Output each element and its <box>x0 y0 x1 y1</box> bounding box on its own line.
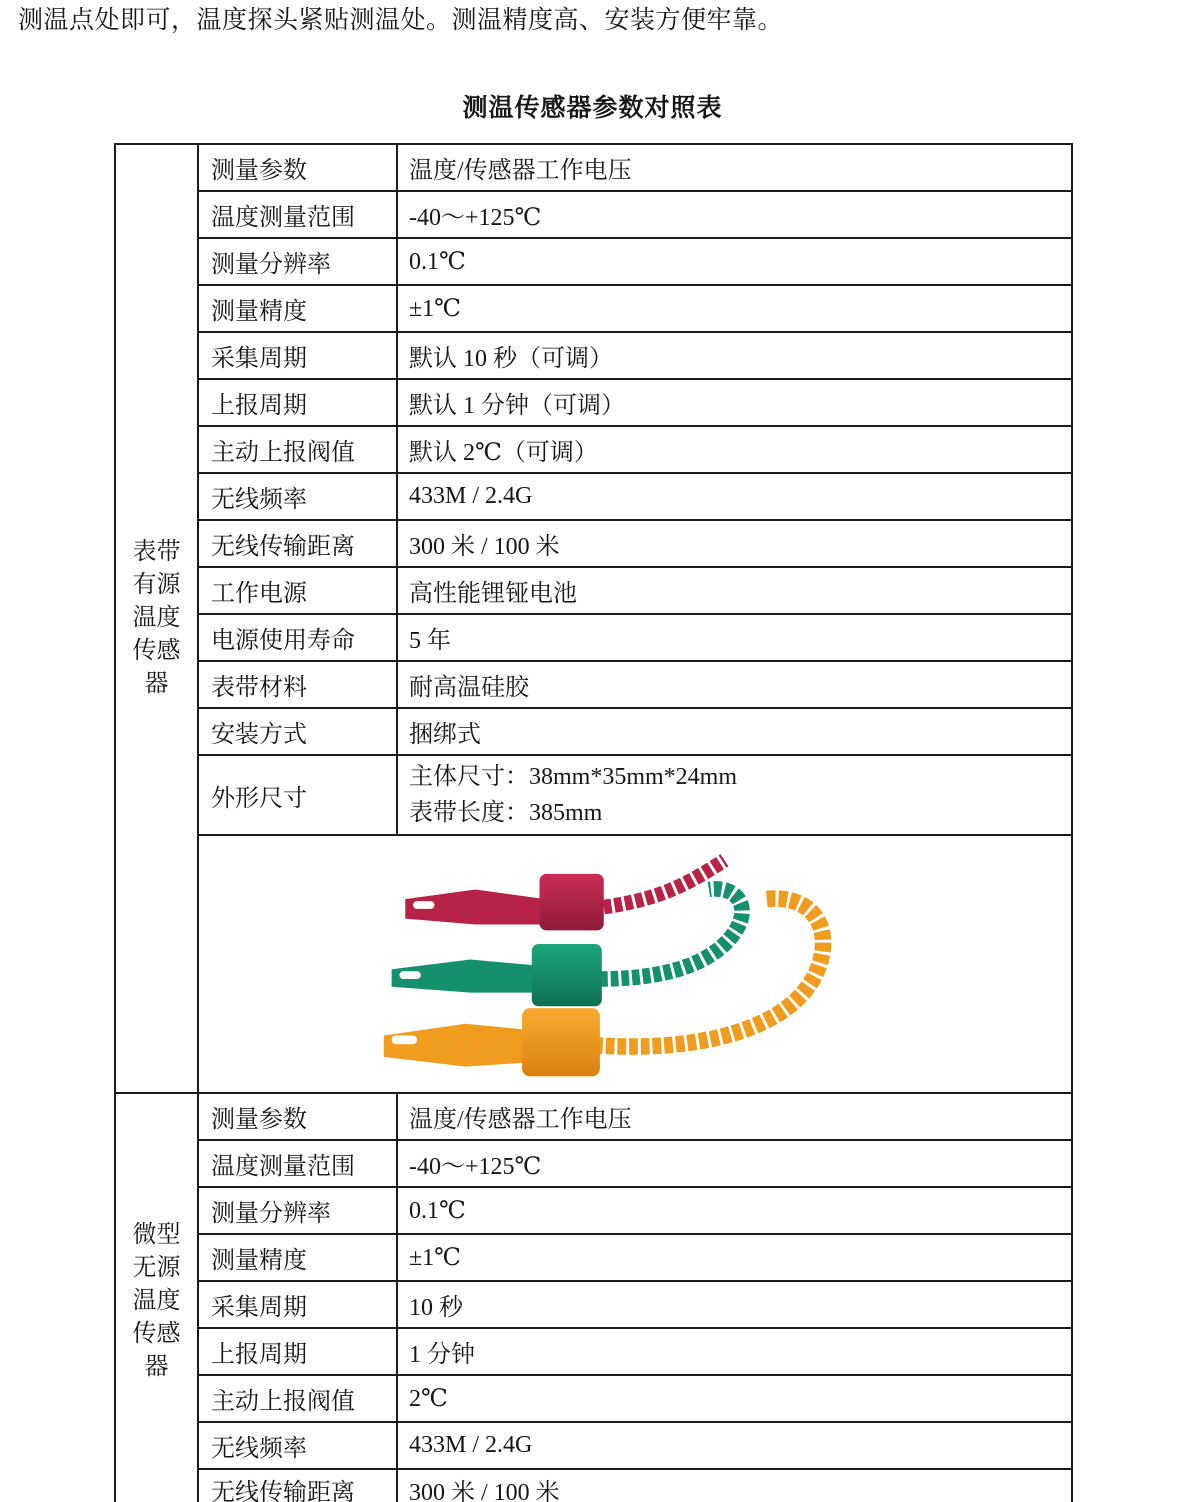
dimension-line: 表带长度：385mm <box>409 800 603 826</box>
param-value-cell: 0.1℃ <box>397 1187 1072 1234</box>
param-label-cell: 上报周期 <box>198 1328 397 1375</box>
wristband-sensors-photo <box>378 838 923 1090</box>
category-line: 微型 <box>132 1221 181 1248</box>
param-value-cell: 默认 10 秒（可调） <box>397 332 1072 379</box>
intro-paragraph: 测温点处即可，温度探头紧贴测温处。测温精度高、安装方便牢靠。 <box>18 7 784 34</box>
param-label-cell: 工作电源 <box>198 567 397 614</box>
category-line: 器 <box>144 671 169 697</box>
table-row <box>115 144 1072 191</box>
param-value-cell: 433M / 2.4G <box>397 473 1072 520</box>
param-value-cell: 默认 1 分钟（可调） <box>397 379 1072 426</box>
param-label-cell: 测量分辨率 <box>198 238 397 285</box>
product-photo-cell <box>198 835 1072 1093</box>
category-cell-wristband-sensor <box>115 144 198 1093</box>
param-label-cell: 主动上报阀值 <box>198 1375 397 1422</box>
param-label-cell: 上报周期 <box>198 379 397 426</box>
table-title: 测温传感器参数对照表 <box>462 95 723 122</box>
wristband-sensors-illustration <box>378 838 923 1083</box>
param-value-cell: 捆绑式 <box>397 708 1072 755</box>
param-value-cell: 1 分钟 <box>397 1328 1072 1375</box>
param-value-cell: 温度/传感器工作电压 <box>397 1093 1072 1140</box>
table-row <box>115 567 1072 614</box>
table-row <box>115 1422 1072 1469</box>
param-label-cell: 测量参数 <box>198 1093 397 1140</box>
param-label-cell: 主动上报阀值 <box>198 426 397 473</box>
category-line: 器 <box>144 1353 169 1380</box>
table-row <box>115 332 1072 379</box>
param-value-cell <box>397 755 1072 835</box>
param-label-cell: 测量精度 <box>198 285 397 332</box>
category-line: 无源 <box>132 1254 181 1281</box>
param-value-cell: ±1℃ <box>397 285 1072 332</box>
param-value-cell: 433M / 2.4G <box>397 1422 1072 1469</box>
table-row <box>115 379 1072 426</box>
param-label-cell: 测量精度 <box>198 1234 397 1281</box>
param-value-cell: -40～+125℃ <box>397 1140 1072 1187</box>
param-label-cell: 安装方式 <box>198 708 397 755</box>
param-label-cell: 采集周期 <box>198 332 397 379</box>
table-row <box>115 708 1072 755</box>
sensor-params-table <box>114 143 1073 1502</box>
param-value-cell: 温度/传感器工作电压 <box>397 144 1072 191</box>
param-value-cell: 300 米 / 100 米 <box>397 520 1072 567</box>
param-label-cell: 测量参数 <box>198 144 397 191</box>
param-value-cell: 300 米 / 100 米 <box>397 1469 1072 1502</box>
param-label-cell: 无线传输距离 <box>198 520 397 567</box>
table-row <box>115 1187 1072 1234</box>
table-row <box>115 1469 1072 1502</box>
table-row <box>115 191 1072 238</box>
param-label-cell: 温度测量范围 <box>198 191 397 238</box>
param-value-cell: -40～+125℃ <box>397 191 1072 238</box>
table-row <box>115 614 1072 661</box>
param-value-cell: 2℃ <box>397 1375 1072 1422</box>
table-row <box>115 1140 1072 1187</box>
category-line: 表带 <box>132 539 181 565</box>
table-row <box>115 238 1072 285</box>
param-value-cell: ±1℃ <box>397 1234 1072 1281</box>
category-line: 温度 <box>132 1287 181 1314</box>
table-row <box>115 520 1072 567</box>
param-label-cell: 温度测量范围 <box>198 1140 397 1187</box>
table-row <box>115 1375 1072 1422</box>
category-cell-micro-sensor <box>115 1093 198 1502</box>
param-label-cell: 电源使用寿命 <box>198 614 397 661</box>
category-line: 有源 <box>132 572 181 598</box>
param-label-cell: 外形尺寸 <box>198 755 397 835</box>
sensor-red <box>405 860 724 930</box>
table-row <box>115 1093 1072 1140</box>
param-label-cell: 无线频率 <box>198 473 397 520</box>
param-value-cell: 0.1℃ <box>397 238 1072 285</box>
param-value-cell: 10 秒 <box>397 1281 1072 1328</box>
table-row <box>115 1281 1072 1328</box>
param-value-cell: 默认 2℃（可调） <box>397 426 1072 473</box>
table-row <box>115 661 1072 708</box>
table-row <box>115 835 1072 1093</box>
table-row <box>115 426 1072 473</box>
param-label-cell: 测量分辨率 <box>198 1187 397 1234</box>
param-value-cell: 耐高温硅胶 <box>397 661 1072 708</box>
param-label-cell: 无线传输距离 <box>198 1469 397 1502</box>
table-row <box>115 1234 1072 1281</box>
param-value-cell: 高性能锂铔电池 <box>397 567 1072 614</box>
param-label-cell: 采集周期 <box>198 1281 397 1328</box>
dimension-line: 主体尺寸：38mm*35mm*24mm <box>409 764 738 790</box>
table-row <box>115 473 1072 520</box>
table-row <box>115 285 1072 332</box>
table-row <box>115 755 1072 835</box>
param-value-cell: 5 年 <box>397 614 1072 661</box>
table-row <box>115 1328 1072 1375</box>
param-label-cell: 无线频率 <box>198 1422 397 1469</box>
category-line: 温度 <box>132 605 181 631</box>
category-line: 传感 <box>132 638 181 664</box>
param-label-cell: 表带材料 <box>198 661 397 708</box>
category-line: 传感 <box>132 1320 181 1347</box>
